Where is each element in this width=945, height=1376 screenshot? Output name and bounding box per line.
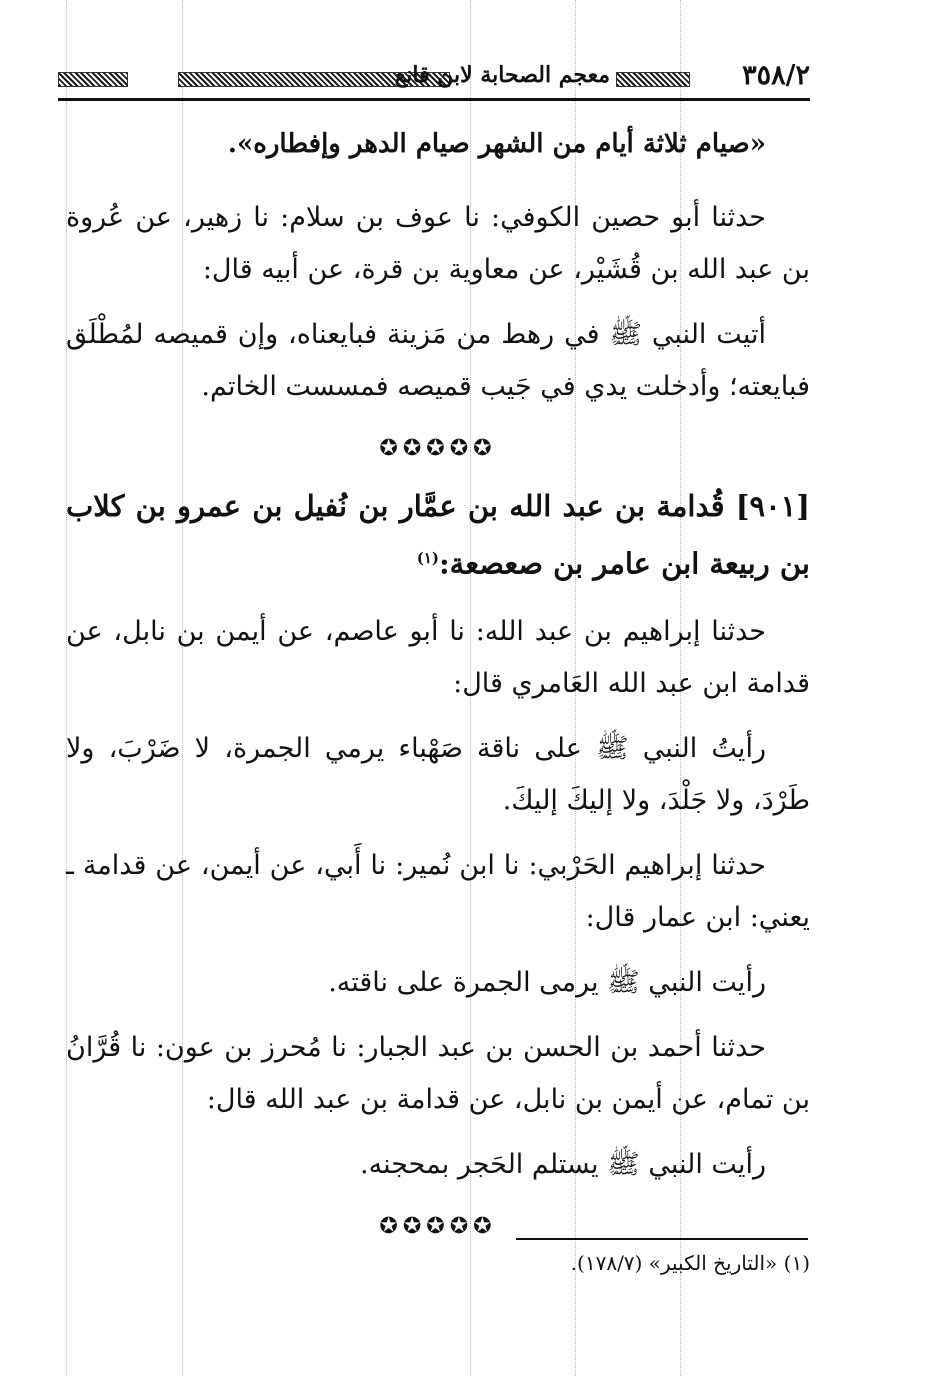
entry-heading-text: [٩٠١] قُدامة بن عبد الله بن عمَّار بن نُفيل بن عمرو بن كلاب بن ربيعة ابن عامر بن صعصعة: — [66, 489, 810, 581]
section-divider-ornament: ✪✪✪✪✪ — [379, 436, 497, 461]
hadith-text: رأيتُ النبي ﷺ على ناقة صَهْباء يرمي الجمرة، لا ضَرْبَ، ولا طَرْدَ، ولا جَلْدَ، ولا إليكَ إليكَ. — [66, 732, 810, 816]
header-rule — [58, 98, 810, 101]
running-header — [58, 56, 810, 102]
footnote-separator — [516, 1238, 808, 1240]
isnad-paragraph: حدثنا أبو حصين الكوفي: نا عوف بن سلام: نا زهير، عن عُروة بن عبد الله بن قُشَيْر، عن معاوية بن قرة، عن أبيه قال: — [66, 202, 810, 285]
header-ornament-bar — [58, 72, 128, 87]
header-ornament-bar — [616, 72, 690, 87]
page-body — [66, 118, 810, 1258]
entry-heading — [66, 480, 810, 590]
hadith-text: «صيام ثلاثة أيام من الشهر صيام الدهر وإفطاره». — [227, 129, 766, 159]
hadith-text: رأيت النبي ﷺ يرمى الجمرة على ناقته. — [328, 966, 766, 998]
section-divider-ornament: ✪✪✪✪✪ — [379, 1213, 497, 1239]
footnote: (١) «التاريخ الكبير» (١٧٨/٧). — [570, 1251, 810, 1275]
book-title: معجم الصحابة لابن قانع — [394, 62, 610, 88]
footnote-marker: (١) — [416, 549, 439, 567]
isnad-paragraph: حدثنا أحمد بن الحسن بن عبد الجبار: نا مُحرز بن عون: نا قُرَّانُ بن تمام، عن أيمن بن نابل، عن قدامة بن عبد الله قال: — [66, 1031, 810, 1115]
hadith-text: أتيت النبي ﷺ في رهط من مَزينة فبايعناه، وإن قميصه لمُطْلَق فبايعته؛ وأدخلت يدي في جَيب قميصه فمسست الخاتم. — [66, 319, 810, 402]
page-number: ٣٥٨/٢ — [742, 60, 810, 91]
isnad-paragraph: حدثنا إبراهيم الحَرْبي: نا ابن نُمير: نا أَبي، عن أيمن، عن قدامة ـ يعني: ابن عمار قال: — [66, 849, 810, 933]
isnad-paragraph: حدثنا إبراهيم بن عبد الله: نا أبو عاصم، عن أيمن بن نابل، عن قدامة ابن عبد الله العَامري قال: — [66, 615, 810, 699]
hadith-text: رأيت النبي ﷺ يستلم الحَجر بمحجنه. — [360, 1148, 766, 1180]
